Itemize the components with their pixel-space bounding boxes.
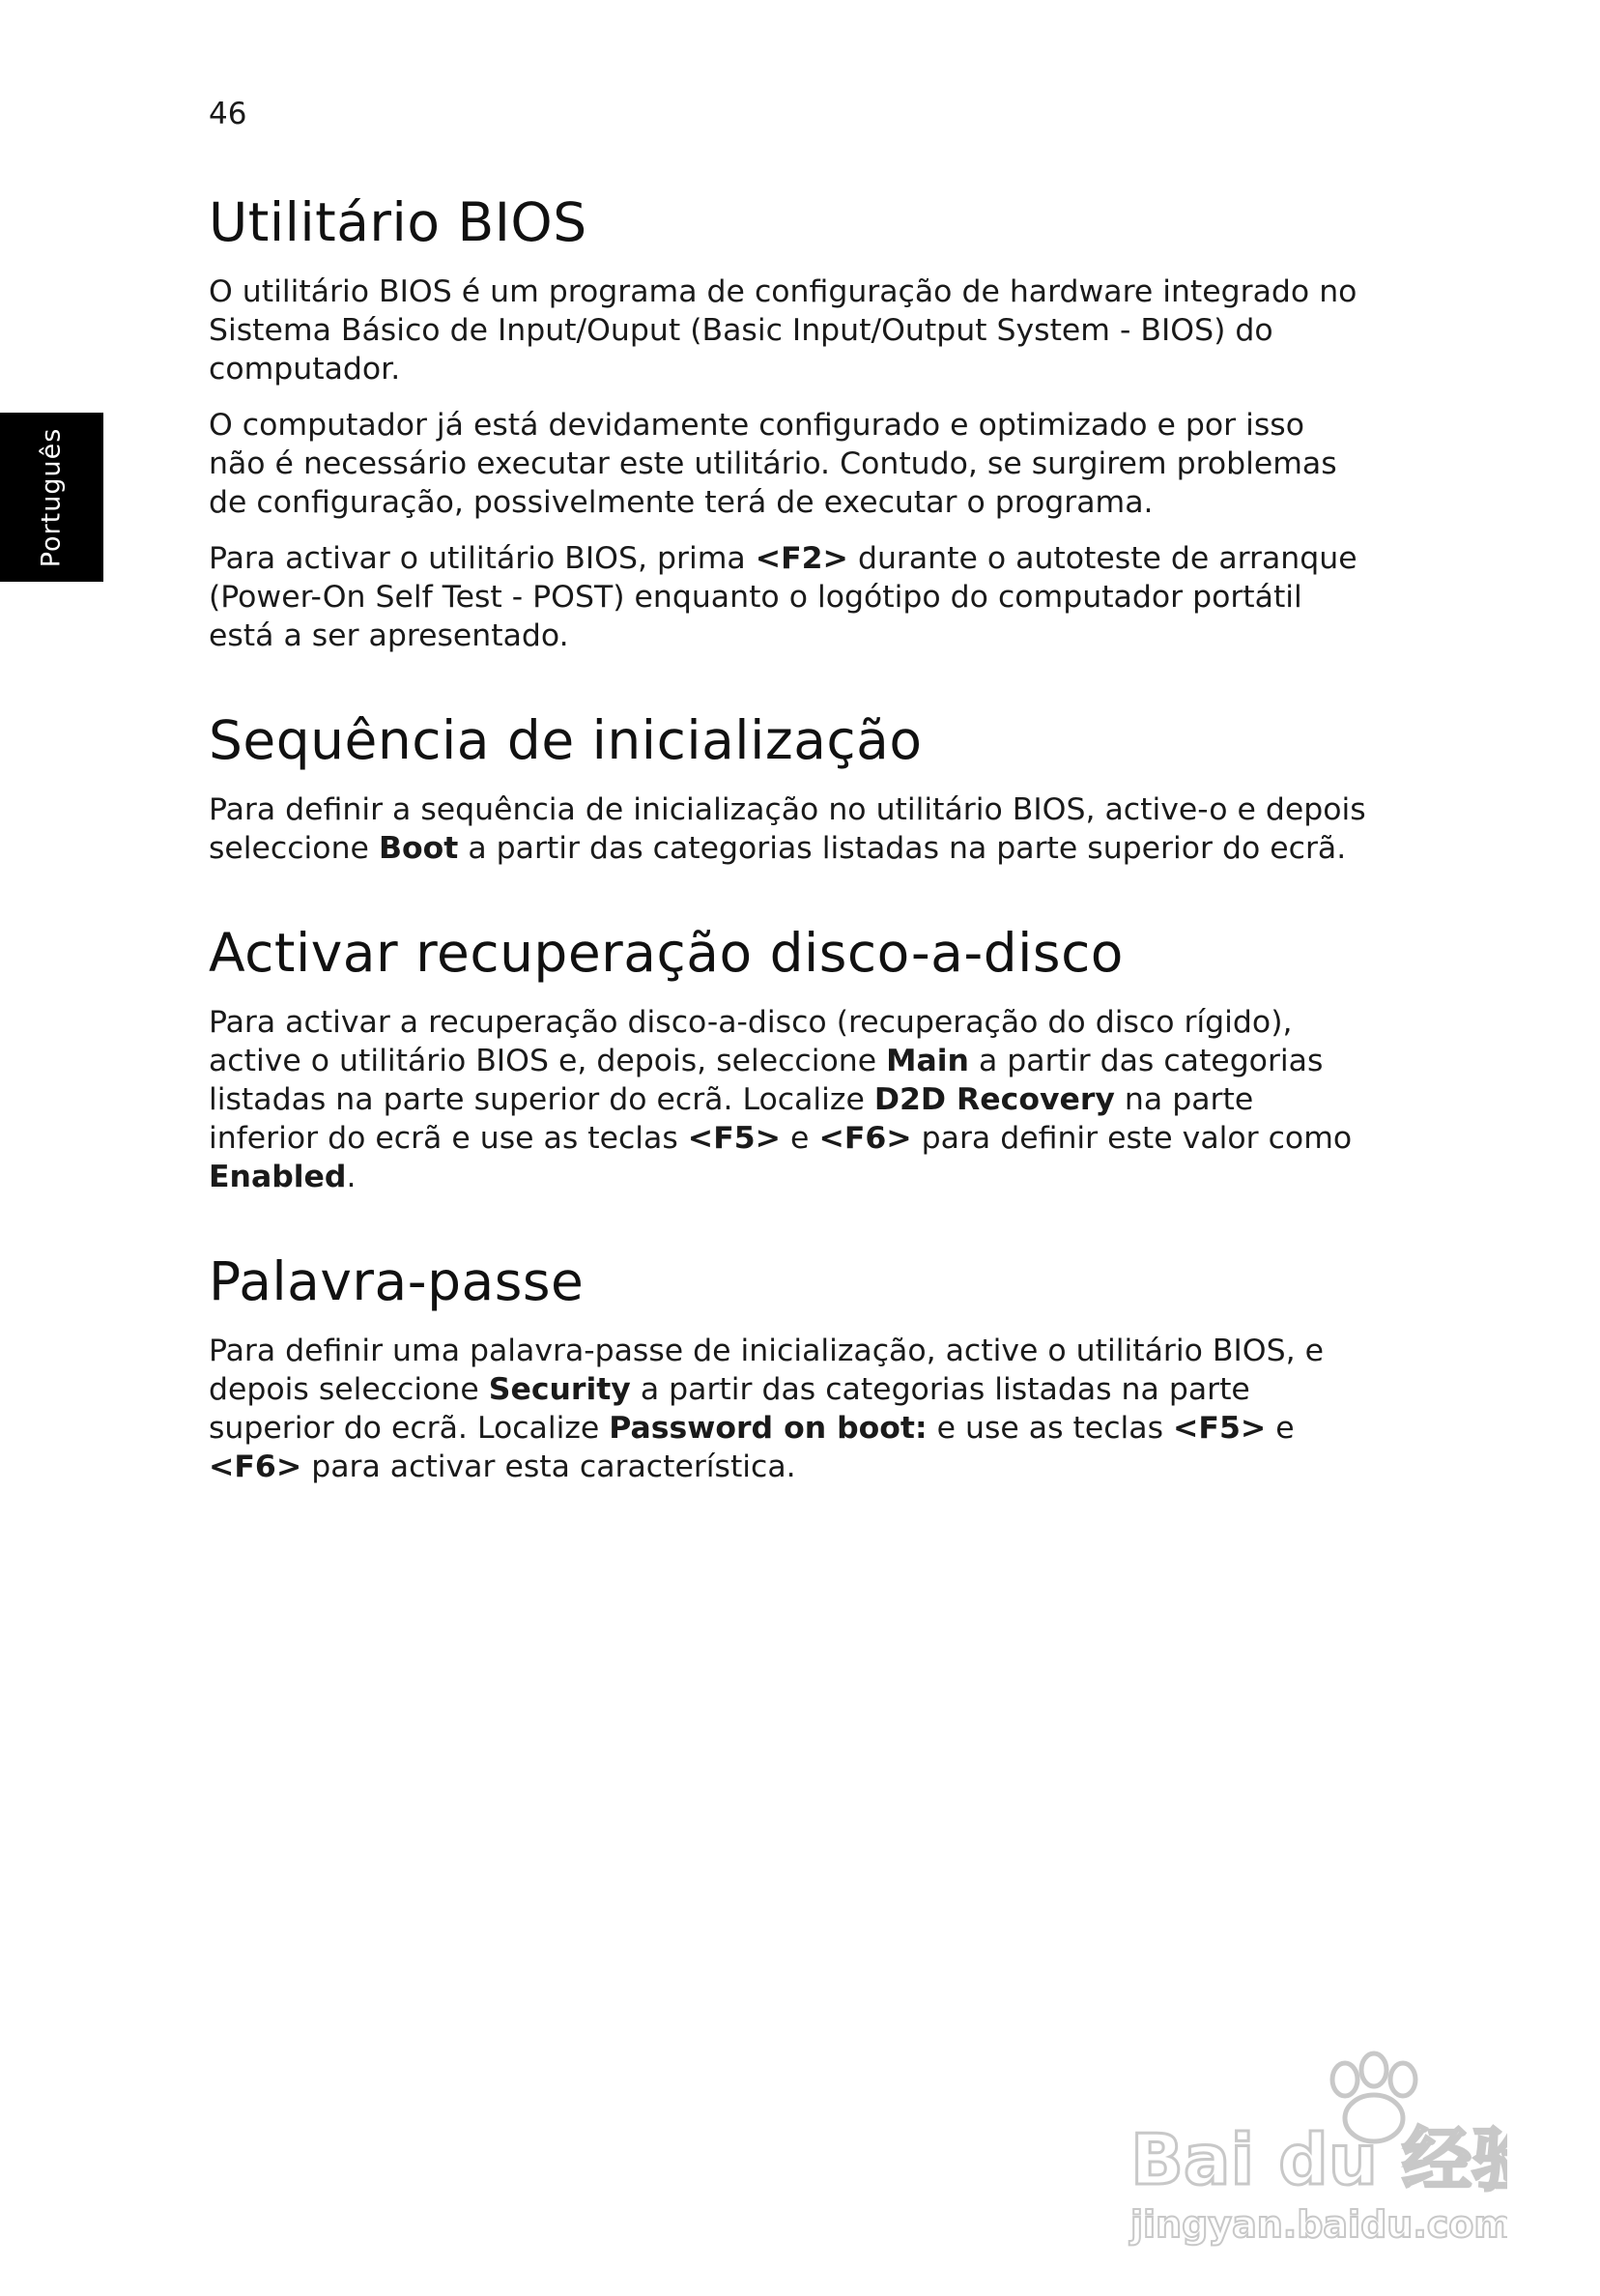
- section-password: [209, 1243, 1368, 1486]
- key-f5: <F5>: [1173, 1411, 1267, 1446]
- key-f6: <F6>: [818, 1121, 912, 1156]
- key-f6: <F6>: [209, 1449, 302, 1484]
- key-f5: <F5>: [687, 1121, 782, 1156]
- menu-boot: Boot: [378, 831, 459, 866]
- baidu-paw-icon: [1121, 2039, 1507, 2252]
- watermark-brand-text: Bai du 经验: [1130, 2119, 1507, 2200]
- paragraph: O utilitário BIOS é um programa de configuração de hardware integrado no Sistema Básico de Input/Ouput (Basic Input/Output System - BIOS) do computador.: [209, 274, 1357, 387]
- paragraph: Para definir a sequência de inicialização no utilitário BIOS, active-o e depois seleccione Boot a partir das categorias listadas na parte superior do ecrã.: [209, 792, 1366, 866]
- paragraph: Para definir uma palavra-passe de inicialização, active o utilitário BIOS, e depois seleccione Security a partir das categorias listadas na parte superior do ecrã. Localize Password on boot: e use as teclas <F5> e <F6> para activar esta característica.: [209, 1334, 1324, 1484]
- page-number: 46: [209, 97, 247, 131]
- section-disk-recovery: [209, 914, 1368, 1196]
- paragraph: Para activar o utilitário BIOS, prima <F2> durante o autoteste de arranque (Power-On Self Test - POST) enquanto o logótipo do computador portátil está a ser apresentado.: [209, 541, 1357, 653]
- menu-main: Main: [886, 1044, 969, 1078]
- key-f2: <F2>: [755, 541, 848, 576]
- watermark-url-text: jingyan.baidu.com: [1130, 2203, 1507, 2246]
- language-tab-label: Português: [36, 427, 67, 568]
- paragraph: O computador já está devidamente configurado e optimizado e por isso não é necessário executar este utilitário. Contudo, se surgirem problemas de configuração, possivelmente terá de executar o programa.: [209, 408, 1337, 520]
- value-enabled: Enabled: [209, 1160, 347, 1194]
- paragraph: Para activar a recuperação disco-a-disco (recuperação do disco rígido), active o utilitário BIOS e, depois, seleccione Main a partir das categorias listadas na parte superior do ecrã. Localize D2D Recovery na parte inferior do ecrã e use as teclas <F5> e <F6> para definir este valor como Enabled.: [209, 1005, 1353, 1194]
- main-content: [209, 184, 1368, 1533]
- option-d2d-recovery: D2D Recovery: [873, 1082, 1115, 1117]
- section-title: Palavra-passe: [209, 1250, 585, 1312]
- section-boot-sequence: [209, 702, 1368, 868]
- section-title: Sequência de inicialização: [209, 709, 923, 771]
- section-bios-utility: [209, 184, 1368, 655]
- baidu-watermark: [1121, 2039, 1507, 2252]
- section-title: Activar recuperação disco-a-disco: [209, 922, 1124, 984]
- section-title: Utilitário BIOS: [209, 191, 587, 253]
- language-tab: [0, 413, 103, 582]
- menu-security: Security: [488, 1372, 631, 1407]
- option-password-on-boot: Password on boot:: [609, 1411, 928, 1446]
